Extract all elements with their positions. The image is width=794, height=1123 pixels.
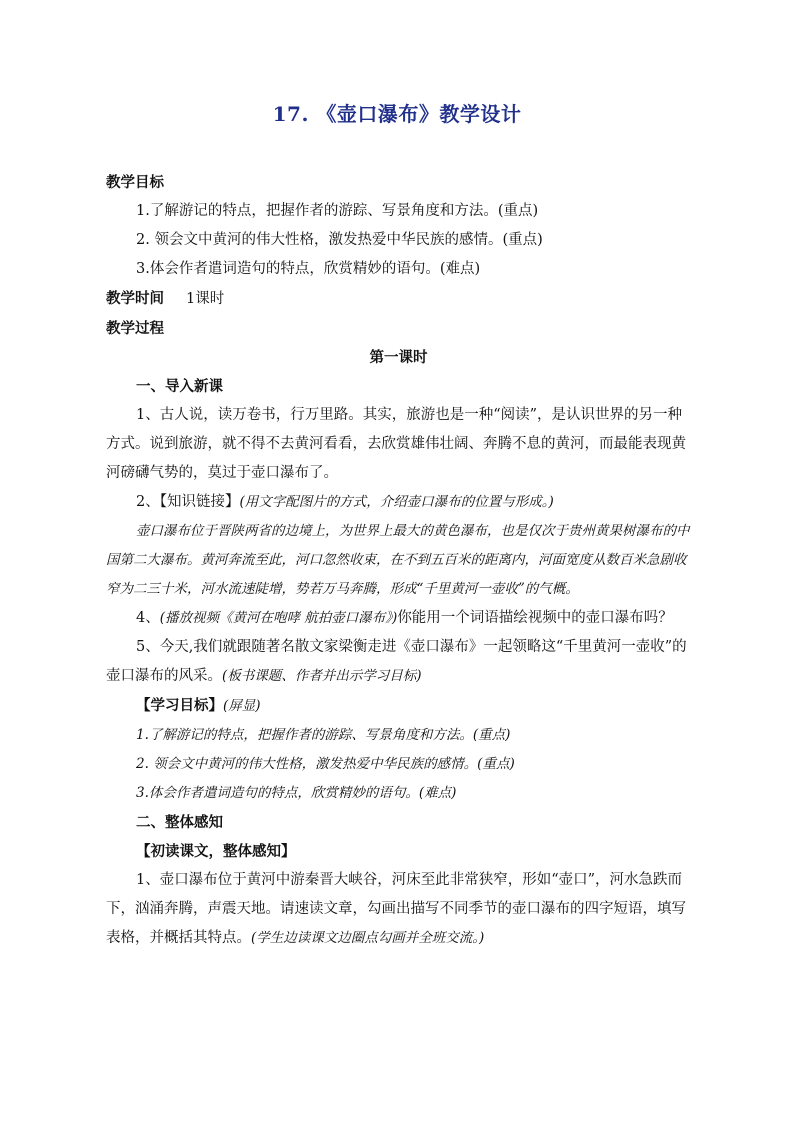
time-value: 1课时	[186, 291, 225, 307]
learning-goal-item: 3.体会作者遣词造句的特点，欣赏精妙的语句。(难点)	[136, 785, 457, 801]
p5-text: 5、今天,我们就跟随著名散文家梁衡走进《壶口瀑布》一起领略这“千里黄河一壶收”的壶口瀑布的风采。	[106, 639, 687, 684]
learning-goals-list	[106, 721, 691, 808]
p4-question: 你能用一个词语描绘视频中的壶口瀑布吗？	[397, 610, 673, 626]
paragraph-6	[106, 866, 691, 953]
paragraph-1: 1、古人说，读万卷书，行万里路。其实，旅游也是一种“阅读”，是认识世界的另一种方式。说到旅游，就不得不去黄河看看，去欣赏雄伟壮阔、奔腾不息的黄河，而最能表现黄河磅礴气势的，莫过于壶口瀑布了。	[106, 407, 686, 481]
learning-goal-item: 2. 领会文中黄河的伟大性格，激发热爱中华民族的感情。(重点)	[136, 756, 515, 772]
learning-goals-row	[106, 691, 691, 721]
goal-item: 3.体会作者遣词造句的特点，欣赏精妙的语句。(难点)	[136, 261, 481, 277]
section-heading-2: 二、整体感知	[136, 814, 223, 831]
lesson-label: 第一课时	[369, 349, 428, 366]
paragraph-3: 壶口瀑布位于晋陕两省的边境上，为世界上最大的黄色瀑布，也是仅次于贵州黄果树瀑布的中国第二大瀑布。黄河奔流至此，河口忽然收束，在不到五百米的距离内，河面宽度从数百米急剧收窄为二三十米，河水流速陡增，势若万马奔腾，形成“千里黄河一壶收”的气概。	[106, 523, 690, 597]
knowledge-link-label: 2、【知识链接】	[136, 494, 240, 510]
p4-number: 4、	[136, 610, 160, 626]
p5-note: (板书课题、作者并出示学习目标)	[222, 668, 422, 684]
subsection-heading: 【初读课文，整体感知】	[136, 843, 296, 860]
paragraph-5	[106, 633, 691, 691]
goals-list	[106, 197, 691, 284]
time-heading: 教学时间	[106, 290, 164, 307]
section-heading-1: 一、导入新课	[136, 378, 223, 395]
learning-goals-note: (屏显)	[223, 698, 261, 714]
document-title: 17. 《壶口瀑布》教学设计	[272, 102, 522, 126]
goals-heading: 教学目标	[106, 174, 164, 191]
document-body	[106, 168, 691, 953]
video-note: (播放视频《黄河在咆哮 航拍壶口瀑布》)	[159, 610, 398, 626]
goal-item: 1.了解游记的特点，把握作者的游踪、写景角度和方法。(重点)	[136, 203, 539, 219]
learning-goal-item: 1.了解游记的特点，把握作者的游踪、写景角度和方法。(重点)	[136, 727, 511, 743]
process-heading: 教学过程	[106, 320, 164, 337]
learning-goals-heading: 【学习目标】	[136, 697, 223, 714]
paragraph-2	[106, 488, 691, 517]
p6-note: (学生边读课文边圈点勾画并全班交流。)	[251, 930, 485, 946]
knowledge-link-note: (用文字配图片的方式，介绍壶口瀑布的位置与形成。)	[239, 494, 554, 510]
p6-text: 1、壶口瀑布位于黄河中游秦晋大峡谷，河床至此非常狭窄，形如“壶口”，河水急跌而下，汹涌奔腾，声震天地。请速读文章，勾画出描写不同季节的壶口瀑布的四字短语，填写表格，并概括其特点。	[106, 872, 686, 946]
time-row	[106, 284, 691, 314]
goal-item: 2. 领会文中黄河的伟大性格，激发热爱中华民族的感情。(重点)	[136, 232, 543, 248]
paragraph-4	[106, 604, 691, 633]
